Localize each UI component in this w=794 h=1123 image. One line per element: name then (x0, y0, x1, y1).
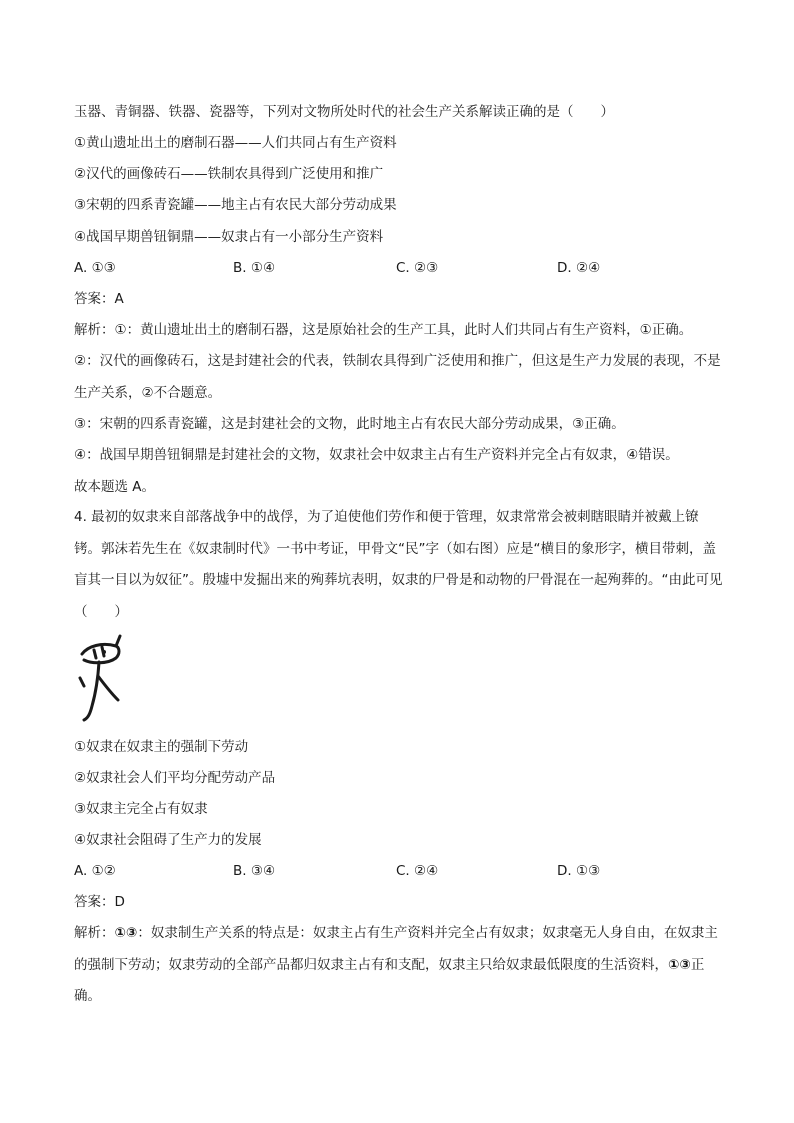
q3-analysis-5: 故本题选 A。 (74, 479, 156, 495)
q3-analysis-3: ③：宋朝的四系青瓷罐，这是封建社会的文物，此时地主占有农民大部分劳动成果，③正确。 (74, 416, 625, 432)
q3-item-3: ③宋朝的四系青瓷罐——地主占有农民大部分劳动成果 (74, 197, 397, 213)
q4-item-2: ②奴隶社会人们平均分配劳动产品 (74, 770, 276, 786)
q3-item-1: ①黄山遗址出土的磨制石器——人们共同占有生产资料 (74, 135, 397, 151)
q3-option-b: B. ①④ (233, 260, 276, 276)
q4-option-c: C. ②④ (396, 863, 439, 879)
q3-analysis-4: ④：战国早期兽钮铜鼎是封建社会的文物，奴隶社会中奴隶主占有生产资料并完全占有奴隶，④错误。 (74, 447, 679, 463)
q4-analysis (74, 918, 724, 1013)
q4-item-4: ④奴隶社会阻碍了生产力的发展 (74, 832, 262, 848)
q4-analysis-rest: ：奴隶制生产关系的特点是：奴隶主占有生产资料并完全占有奴隶；奴隶毫无人身自由，在奴隶主的强制下劳动；奴隶劳动的全部产品都归奴隶主占有和支配，奴隶主只给奴隶最低限度的生活资料， (74, 925, 718, 973)
q3-option-d: D. ②④ (557, 260, 601, 276)
q3-item-2: ②汉代的画像砖石——铁制农具得到广泛使用和推广 (74, 166, 384, 182)
oracle-bone-min-character-icon (74, 632, 130, 724)
q3-answer: 答案：A (74, 291, 124, 307)
q3-item-4: ④战国早期兽钮铜鼎——奴隶占有一小部分生产资料 (74, 229, 384, 245)
q4-option-d: D. ①③ (557, 863, 601, 879)
q3-stem: 玉器、青铜器、铁器、瓷器等，下列对文物所处时代的社会生产关系解读正确的是（ ） (74, 104, 614, 120)
q3-analysis-1: 解析：①：黄山遗址出土的磨制石器，这是原始社会的生产工具，此时人们共同占有生产资料，①正确。 (74, 322, 693, 338)
q4-item-1: ①奴隶在奴隶主的强制下劳动 (74, 739, 249, 755)
q4-analysis-bold: ①③ (114, 925, 138, 941)
q4-analysis-prefix: 解析： (74, 925, 115, 941)
q4-option-b: B. ③④ (233, 863, 276, 879)
q4-answer: 答案：D (74, 894, 125, 910)
q4-item-3: ③奴隶主完全占有奴隶 (74, 801, 208, 817)
q4-stem: 4. 最初的奴隶来自部落战争中的战俘，为了迫使他们劳作和便于管理，奴隶常常会被刺瞎眼睛并被戴上镣铐。郭沫若先生在《奴隶制时代》一书中考证，甲骨文“民”字（如右图）应是“横目的象形字，横目带刺，盖盲其一目以为奴征”。殷墟中发掘出来的殉葬坑表明，奴隶的尸骨是和动物的尸骨混在一起殉葬的。“由此可见（ ） (74, 509, 723, 620)
q3-analysis-2: ②：汉代的画像砖石，这是封建社会的代表，铁制农具得到广泛使用和推广，但这是生产力发展的表现，不是生产关系，②不合题意。 (74, 353, 721, 401)
q4-analysis-bold-2: ①③ (668, 956, 691, 973)
q3-option-c: C. ②③ (396, 260, 439, 276)
q3-option-a: A. ①③ (74, 260, 116, 276)
q4-option-a: A. ①② (74, 863, 116, 879)
q4-analysis-end: 正确。 (74, 956, 705, 1004)
